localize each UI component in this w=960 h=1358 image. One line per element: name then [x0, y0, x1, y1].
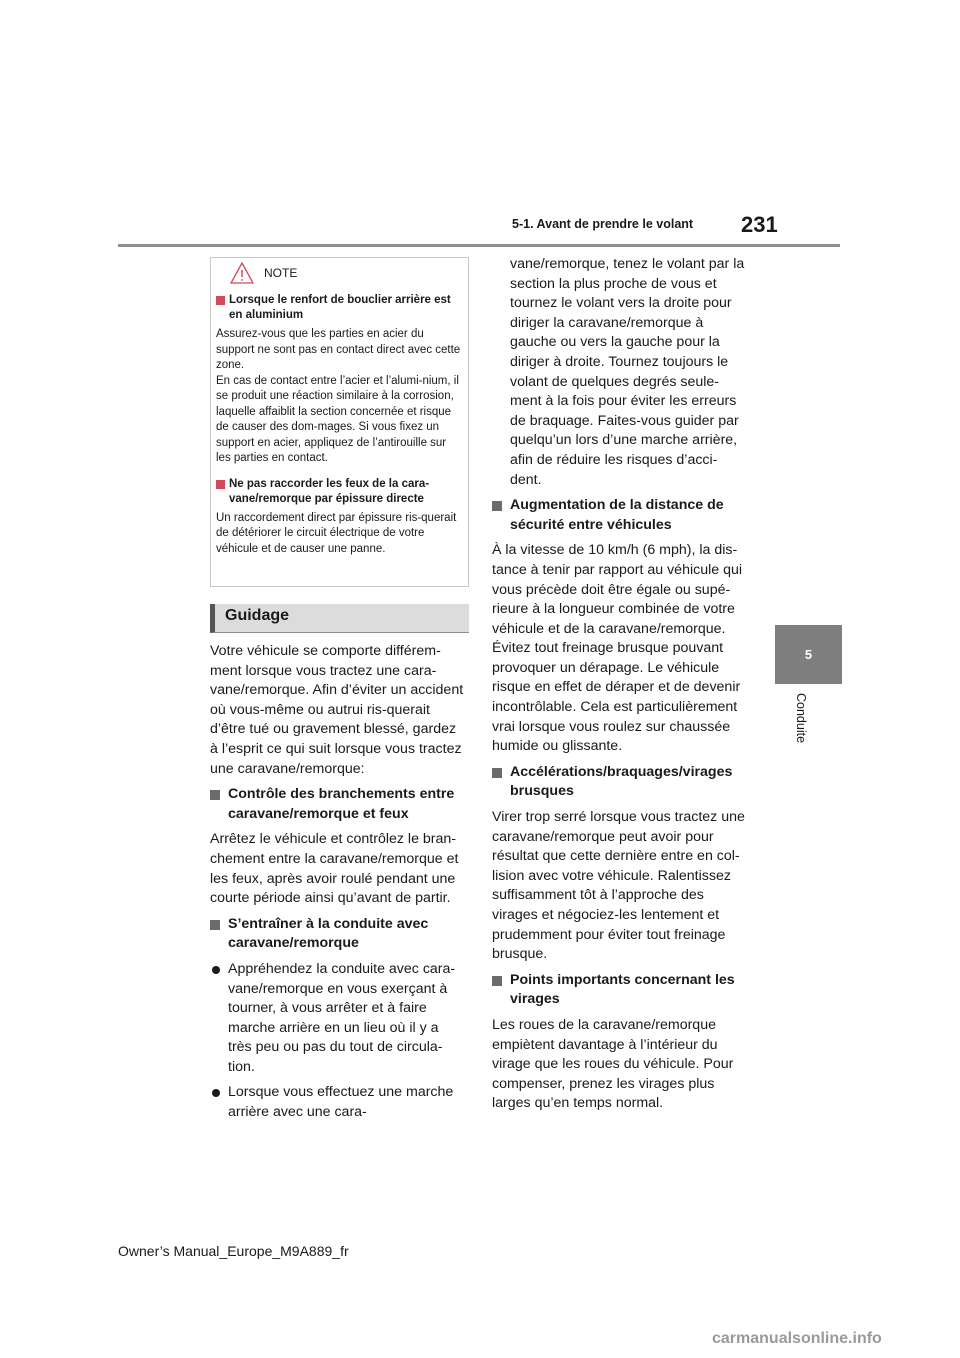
note-item: [216, 477, 463, 558]
note-heading-text: Ne pas raccorder les feux de la cara-vane/remorque par épissure directe: [229, 477, 430, 505]
note-header: [216, 258, 463, 290]
gray-square-icon: [492, 768, 502, 778]
section-heading-bar: [210, 604, 469, 633]
bullet-item: [210, 1083, 465, 1122]
chapter-label: Conduite: [794, 693, 808, 744]
bullet-continuation: vane/remorque, tenez le volant par la section la plus proche de vous et tournez le volant vers la droite pour diriger la caravane/remorque à gauche ou vers la gauche pour la diriger à droite. Tournez toujours le volant de quelques degrés seule-ment à la fois pour éviter les erreurs de braquage. Faites-vous guider par quelqu’un lors d’une marche arrière, afin de réduire les risques d’acci-dent.: [510, 256, 745, 488]
paragraph: Arrêtez le véhicule et contrôlez le bran-chement entre la caravane/remorque et les feux, après avoir roulé pendant une courte période ainsi qu’avant de partir.: [210, 831, 459, 907]
subheading: [210, 915, 465, 954]
red-square-icon: [216, 296, 225, 305]
section-title: 5-1. Avant de prendre le volant: [512, 217, 694, 231]
bullet-text: Lorsque vous effectuez une marche arrière avec une cara-: [228, 1084, 454, 1121]
note-heading-text: Lorsque le renfort de bouclier arrière est en aluminium: [229, 294, 451, 321]
note-item: [216, 293, 463, 467]
note-text: Un raccordement direct par épissure ris-querait de détériorer le circuit électrique de votre véhicule et de causer une panne.: [216, 511, 457, 555]
subheading-text: Accélérations/braquages/virages brusques: [510, 763, 733, 800]
intro-paragraph: Votre véhicule se comporte différem-ment lorsque vous tractez une cara-vane/remorque. Afin d’éviter un accident où vous-même ou autrui ris-querait d’être tué ou gravement blessé, gardez à l’esprit ce qui suit lorsque vous tractez une caravane/remorque:: [210, 643, 464, 777]
gray-square-icon: [492, 976, 502, 986]
section-heading: Guidage: [225, 607, 290, 624]
subheading: [492, 763, 746, 802]
gray-square-icon: [210, 920, 220, 930]
note-heading: [216, 293, 463, 323]
chapter-tab[interactable]: [775, 625, 842, 684]
page-number: 231: [741, 212, 778, 237]
note-title: NOTE: [264, 266, 298, 280]
subheading-text: Contrôle des branchements entre caravane/remorque et feux: [228, 786, 455, 822]
paragraph: Virer trop serré lorsque vous tractez une caravane/remorque peut avoir pour résultat que cette dernière entre en col-lision avec votre véhicule. Ralentissez suffisamment tôt à l’approche des virages et négociez-les lentement et prudemment pour éviter tout freinage brusque.: [492, 809, 745, 963]
subheading: [492, 971, 746, 1010]
bullet-text: Appréhendez la conduite avec cara-vane/remorque en vous exerçant à tourner, à vous arrêter et à faire marche arrière en un lieu où il y a très peu ou pas du tout de circula-tion.: [228, 960, 456, 1075]
subheading-text: S’entraîner à la conduite avec caravane/remorque: [228, 915, 429, 952]
subheading: [210, 785, 465, 824]
note-heading: [216, 477, 463, 507]
gray-square-icon: [492, 501, 502, 511]
subheading: [492, 496, 746, 535]
header-divider: [118, 244, 840, 247]
bullet-dot-icon: [212, 966, 220, 974]
bullet-dot-icon: [212, 1089, 220, 1097]
paragraph: Les roues de la caravane/remorque empiètent davantage à l’intérieur du virage que les roues du véhicule. Pour compenser, prenez les virages plus larges qu’en temps normal.: [492, 1016, 734, 1112]
paragraph: À la vitesse de 10 km/h (6 mph), la dis-tance à tenir par rapport au véhicule qui vous précède doit être égale ou supé-rieure à la longueur combinée de votre véhicule et de la caravane/remorque. Évitez tout freinage brusque pouvant provoquer un dérapage. Le véhicule risque en effet de déraper et de devenir incontrôlable. Cela est particulièrement vrai lorsque vous roulez sur chaussée humide ou glissante.: [492, 542, 743, 755]
watermark: carmanualsonline.info: [712, 1330, 882, 1347]
subheading-text: Augmentation de la distance de sécurité entre véhicules: [510, 497, 724, 533]
note-box: [210, 257, 469, 587]
warning-triangle-icon: [230, 262, 254, 284]
chapter-number: 5: [804, 647, 813, 662]
gray-square-icon: [210, 790, 220, 800]
note-text: Assurez-vous que les parties en acier du support ne sont pas en contact direct avec cette zone. En cas de contact entre l’acier et l’alumi-nium, il se produit une réaction similaire à la corrosion, laquelle affaiblit la section concernée et risque de causer des dom-mages. Si vous fixez un support en acier, appliquez de l’antirouille sur les parties en contact.: [216, 328, 461, 464]
bullet-item: [210, 960, 465, 1078]
right-column: [492, 255, 746, 1120]
red-square-icon: [216, 480, 225, 489]
left-column: [210, 642, 465, 1129]
subheading-text: Points importants concernant les virages: [510, 971, 735, 1008]
footer-text: Owner’s Manual_Europe_M9A889_fr: [118, 1243, 349, 1259]
